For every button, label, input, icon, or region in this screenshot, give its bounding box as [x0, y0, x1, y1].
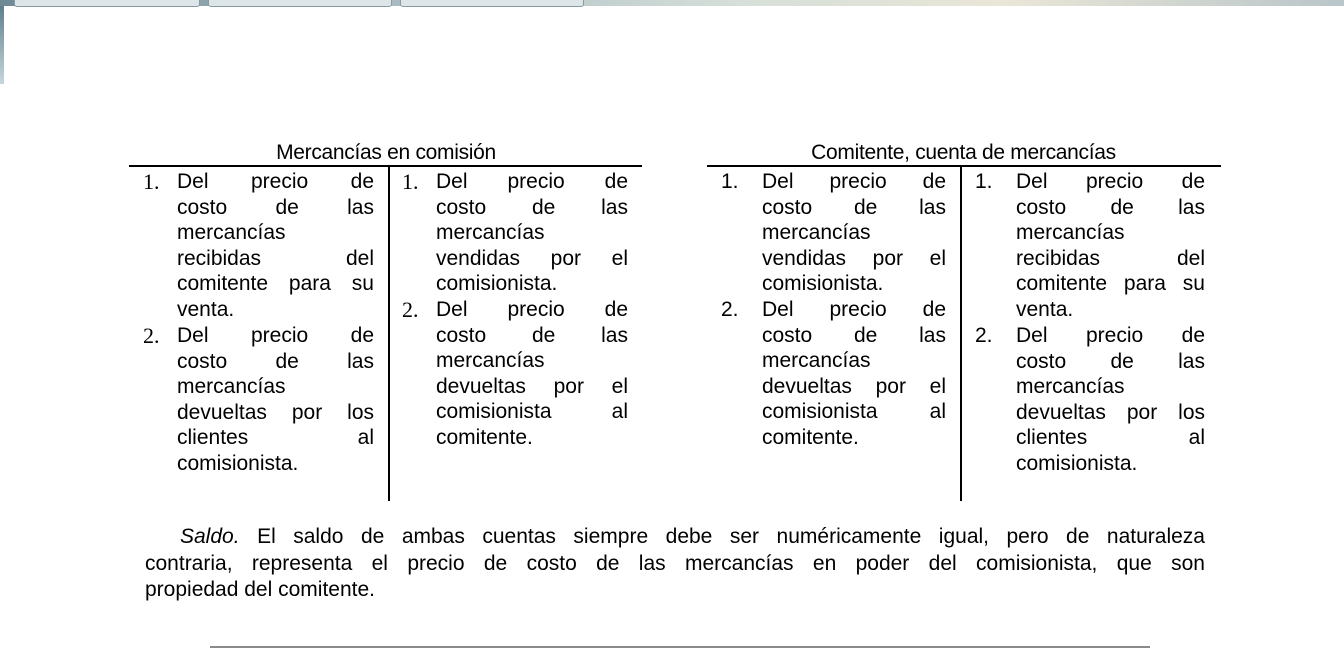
entry-line: comisionista.	[1016, 451, 1138, 475]
entry-line: devueltas por el	[436, 374, 628, 398]
entry-line: mercancías	[762, 221, 871, 245]
entry-line: Del precio de	[762, 170, 946, 193]
entry-number: 2.	[402, 297, 419, 322]
entry-number: 1.	[975, 170, 993, 193]
entry-line: comisionista.	[762, 272, 884, 296]
entry-line: Del precio de	[436, 298, 628, 321]
saldo-line-1	[145, 524, 1205, 551]
entry-line: vendidas por el	[436, 246, 628, 270]
entry-line: devueltas por los	[177, 400, 374, 424]
entry-line: mercancías	[177, 221, 286, 245]
entry-line: Del precio de	[1016, 170, 1205, 193]
entry-line: venta.	[177, 297, 235, 321]
entry-line: comisionista al	[762, 400, 946, 424]
entry-line: vendidas por el	[762, 246, 946, 270]
entry-number: 1.	[721, 170, 739, 193]
entry-line: clientes al	[1016, 426, 1205, 450]
entry-number: 1.	[402, 169, 419, 194]
entry-line: costo de las	[177, 195, 374, 219]
entry-number: 2.	[975, 324, 993, 347]
entry-line: recibidas del	[1016, 246, 1205, 270]
t-account-horizontal-rule	[129, 165, 642, 167]
entry-number: 2.	[143, 323, 160, 348]
entry-line: mercancías	[762, 349, 871, 373]
entry-line: comitente para su	[1016, 272, 1205, 296]
entry-line: mercancías	[436, 221, 545, 245]
entry-line: costo de las	[1016, 349, 1205, 373]
entry-line: devueltas por los	[1016, 400, 1205, 424]
entry-line: mercancías	[436, 349, 545, 373]
entry-line: Del precio de	[436, 170, 628, 193]
entry-line: mercancías	[1016, 221, 1125, 245]
entry-line: venta.	[1016, 297, 1074, 321]
browser-tab[interactable]	[400, 0, 584, 7]
entry-line: devueltas por el	[762, 374, 946, 398]
account-title: Mercancías en comisión	[276, 141, 496, 164]
saldo-line-2: contraria, representa el precio de costo de las mercancías en poder del comisionista, que son	[145, 551, 1205, 575]
entry-line: comitente para su	[177, 272, 374, 296]
entry-line: costo de las	[177, 349, 374, 373]
window-top-strip	[0, 0, 1344, 6]
account-title: Comitente, cuenta de mercancías	[811, 141, 1116, 164]
entry-line: costo de las	[436, 323, 628, 347]
entry-line: recibidas del	[177, 246, 374, 270]
entry-line: costo de las	[1016, 195, 1205, 219]
window-left-edge	[0, 6, 4, 84]
entry-line: costo de las	[762, 323, 946, 347]
entry-line: comitente.	[762, 425, 859, 449]
entry-line: comisionista al	[436, 400, 628, 424]
saldo-line-3: propiedad del comitente.	[145, 578, 375, 601]
saldo-line-1-text: El saldo de ambas cuentas siempre debe ser numéricamente igual, pero de naturaleza	[257, 525, 1205, 548]
t-account-vertical-rule	[388, 167, 390, 501]
entry-line: mercancías	[1016, 375, 1125, 399]
t-account-vertical-rule	[960, 167, 962, 501]
saldo-paragraph	[145, 524, 1205, 604]
entry-line: costo de las	[436, 195, 628, 219]
entry-line: clientes al	[177, 426, 374, 450]
entry-line: Del precio de	[177, 324, 374, 347]
entry-line: Del precio de	[177, 170, 374, 193]
t-account-horizontal-rule	[707, 165, 1221, 167]
browser-tab[interactable]	[14, 0, 200, 7]
entry-line: Del precio de	[1016, 324, 1205, 347]
entry-line: Del precio de	[762, 298, 946, 321]
entry-line: comisionista.	[436, 272, 558, 296]
saldo-label: Saldo.	[180, 525, 240, 548]
page-bottom-edge	[210, 646, 1150, 648]
entry-number: 2.	[721, 298, 739, 321]
entry-line: costo de las	[762, 195, 946, 219]
browser-tab[interactable]	[208, 0, 392, 7]
entry-line: comitente.	[436, 425, 533, 449]
entry-line: comisionista.	[177, 451, 299, 475]
entry-number: 1.	[143, 169, 160, 194]
entry-line: mercancías	[177, 375, 286, 399]
